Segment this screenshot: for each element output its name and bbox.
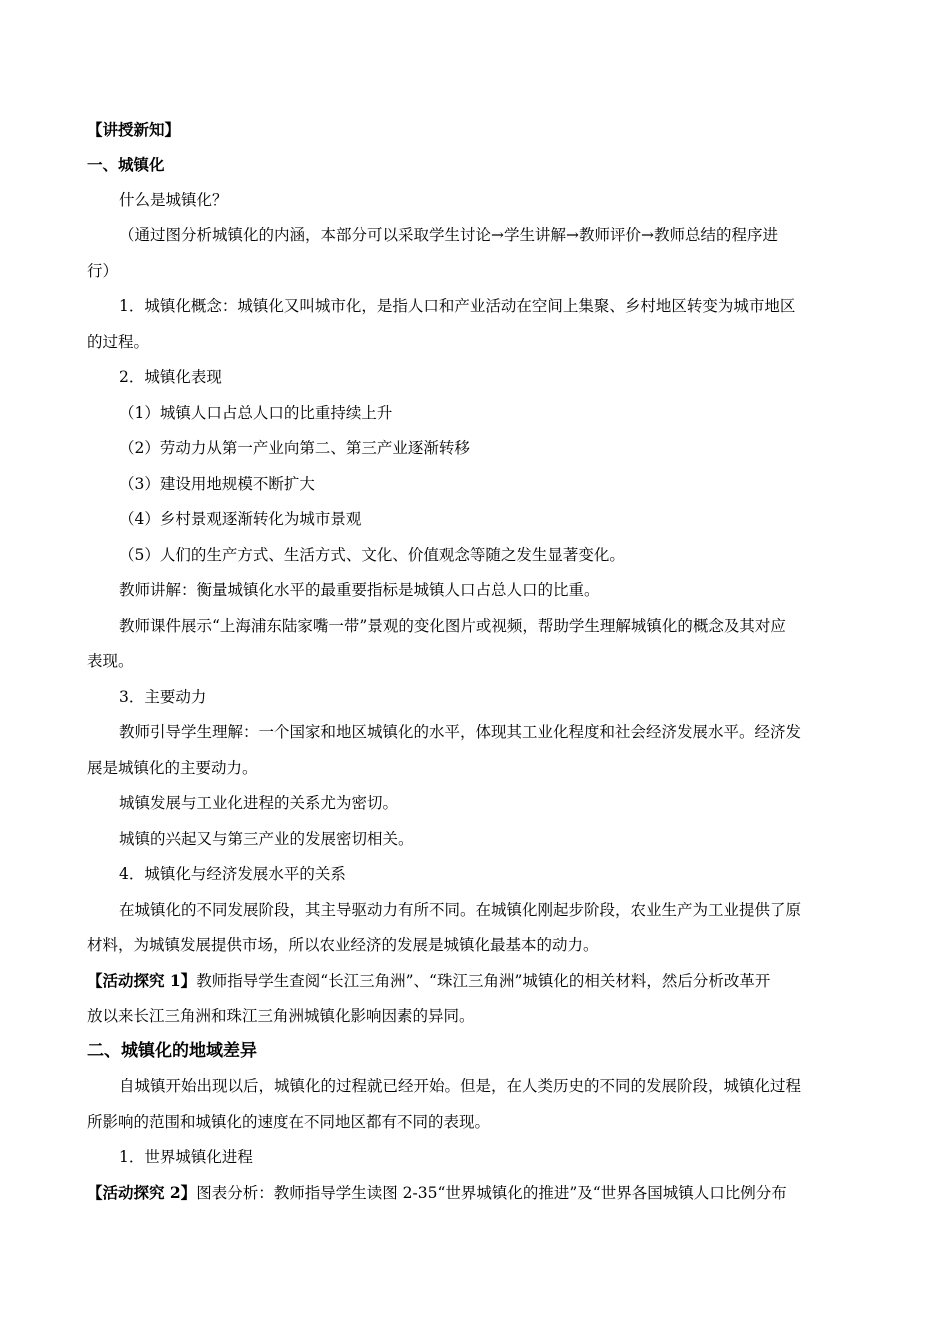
courseware-line-2: 表现。 <box>87 652 134 670</box>
activity-2-line <box>87 1183 787 1203</box>
world-process-title: 1．世界城镇化进程 <box>119 1148 253 1166</box>
manifestation-title: 2．城镇化表现 <box>119 368 222 386</box>
driving-force-line-2: 展是城镇化的主要动力。 <box>87 759 258 777</box>
manifestation-item-1: （1）城镇人口占总人口的比重持续上升 <box>119 404 393 422</box>
note-line-1: （通过图分析城镇化的内涵，本部分可以采取学生讨论→学生讲解→教师评价→教师总结的程序进 <box>119 226 778 244</box>
activity-1-text: 教师指导学生查阅“长江三角洲”、“珠江三角洲”城镇化的相关材料，然后分析改革开 <box>196 972 771 990</box>
activity-2-label: 【活动探究 2】 <box>87 1183 197 1202</box>
concept-line-1: 1．城镇化概念：城镇化又叫城市化，是指人口和产业活动在空间上集聚、乡村地区转变为城市地区 <box>119 297 796 315</box>
economy-relation-line-1: 在城镇化的不同发展阶段，其主导驱动力有所不同。在城镇化刚起步阶段，农业生产为工业提供了原 <box>119 901 802 919</box>
question-line: 什么是城镇化？ <box>119 191 228 209</box>
courseware-line-1: 教师课件展示“上海浦东陆家嘴一带”景观的变化图片或视频，帮助学生理解城镇化的概念及其对应 <box>119 617 786 635</box>
regional-line-2: 所影响的范围和城镇化的速度在不同地区都有不同的表现。 <box>87 1113 491 1131</box>
activity-1-line-2: 放以来长江三角洲和珠江三角洲城镇化影响因素的异同。 <box>87 1007 475 1025</box>
heading-regional-difference: 二、城镇化的地域差异 <box>87 1041 257 1061</box>
concept-line-2: 的过程。 <box>87 333 150 351</box>
note-line-2: 行） <box>87 262 119 280</box>
heading-urbanization: 一、城镇化 <box>87 155 165 174</box>
activity-1-label: 【活动探究 1】 <box>87 971 197 990</box>
manifestation-item-4: （4）乡村景观逐渐转化为城市景观 <box>119 510 362 528</box>
manifestation-item-2: （2）劳动力从第一产业向第二、第三产业逐渐转移 <box>119 439 470 457</box>
section-header: 【讲授新知】 <box>87 120 181 139</box>
teacher-explain: 教师讲解：衡量城镇化水平的最重要指标是城镇人口占总人口的比重。 <box>119 581 600 599</box>
manifestation-item-5: （5）人们的生产方式、生活方式、文化、价值观念等随之发生显著变化。 <box>119 546 625 564</box>
industrialization-line: 城镇发展与工业化进程的关系尤为密切。 <box>119 794 399 812</box>
regional-line-1: 自城镇开始出现以后，城镇化的过程就已经开始。但是，在人类历史的不同的发展阶段，城镇化过程 <box>119 1077 802 1095</box>
economy-relation-line-2: 材料，为城镇发展提供市场，所以农业经济的发展是城镇化最基本的动力。 <box>87 936 599 954</box>
driving-force-line-1: 教师引导学生理解：一个国家和地区城镇化的水平，体现其工业化程度和社会经济发展水平。经济发 <box>119 723 802 741</box>
activity-1-line-1 <box>87 971 770 991</box>
manifestation-item-3: （3）建设用地规模不断扩大 <box>119 475 315 493</box>
tertiary-line: 城镇的兴起又与第三产业的发展密切相关。 <box>119 830 414 848</box>
economy-relation-title: 4．城镇化与经济发展水平的关系 <box>119 865 346 883</box>
driving-force-title: 3．主要动力 <box>119 688 207 706</box>
activity-2-text: 图表分析：教师指导学生读图 2-35“世界城镇化的推进”及“世界各国城镇人口比例分布 <box>196 1184 787 1202</box>
